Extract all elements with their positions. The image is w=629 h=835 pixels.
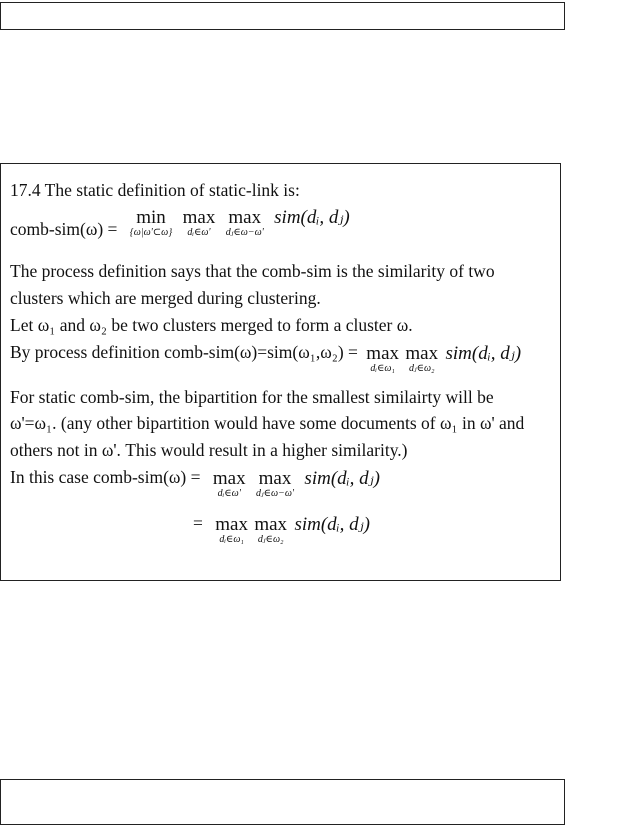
- max-operator-2: [256, 469, 294, 499]
- max-subscript: dⱼ∈ω₂: [408, 363, 435, 374]
- max-label: max: [366, 343, 400, 364]
- max-subscript: dⱼ∈ω−ω': [255, 488, 295, 499]
- min-subscript: {ω|ω'⊂ω}: [129, 227, 173, 238]
- max-operator-1: [366, 344, 399, 374]
- max-operator-2: [226, 208, 264, 238]
- heading: 17.4 The static definition of static-link is:: [10, 180, 300, 200]
- paragraph-2-line-3: others not in ω'. This would result in a higher similarity.): [10, 440, 408, 460]
- max-operator-1: [183, 208, 216, 238]
- paragraph-2-line-2: ω'=ω₁. (any other bipartition would have some documents of ω₁ in ω' and: [10, 413, 525, 433]
- process-definition-formula: [10, 344, 521, 375]
- paragraph-1-line-1: The process definition says that the comb-sim is the similarity of two: [10, 261, 495, 281]
- max-label: max: [182, 207, 216, 228]
- sim-term: sim(dᵢ, dⱼ): [274, 207, 350, 228]
- sim-term: sim(dᵢ, dⱼ): [294, 514, 371, 535]
- final-formula: [193, 515, 370, 546]
- max-subscript: dᵢ∈ω': [187, 227, 211, 238]
- max-subscript: dᵢ∈ω₁: [370, 363, 395, 374]
- max-label: max: [405, 343, 439, 364]
- max-operator-1: [213, 469, 246, 499]
- paragraph-1-line-2: clusters which are merged during clustering.: [10, 288, 321, 308]
- max-subscript: dᵢ∈ω₁: [219, 534, 244, 545]
- paragraph-2-line-1: For static comb-sim, the bipartition for the smallest similairty will be: [10, 387, 494, 407]
- sim-term: sim(dᵢ, dⱼ): [304, 468, 380, 489]
- max-label: max: [212, 468, 246, 489]
- max-operator-1: [215, 515, 248, 545]
- max-operator-2: [254, 515, 287, 545]
- solution-box: [0, 163, 561, 581]
- max-subscript: dⱼ∈ω−ω': [225, 227, 264, 238]
- max-label: max: [258, 468, 292, 489]
- let-statement: Let ω₁ and ω₂ be two clusters merged to form a cluster ω.: [10, 315, 413, 335]
- formula-lhs: comb-sim(ω) =: [10, 219, 118, 239]
- max-subscript: dᵢ∈ω': [217, 488, 241, 499]
- max-label: max: [228, 207, 262, 228]
- case-text: In this case comb-sim(ω) =: [10, 467, 201, 487]
- static-definition-formula: [10, 208, 350, 239]
- case-formula: [10, 469, 380, 500]
- equals-sign: =: [193, 513, 203, 533]
- sim-term: sim(dᵢ, dⱼ): [445, 343, 522, 364]
- max-label: max: [254, 514, 288, 535]
- top-empty-box: [0, 2, 565, 30]
- max-subscript: dⱼ∈ω₂: [257, 534, 284, 545]
- max-label: max: [215, 514, 248, 535]
- process-text: By process definition comb-sim(ω)=sim(ω₁,ω₂) =: [10, 342, 358, 362]
- min-label: min: [136, 207, 166, 228]
- min-operator: [130, 208, 172, 238]
- max-operator-2: [405, 344, 438, 374]
- bottom-empty-box: [0, 779, 565, 825]
